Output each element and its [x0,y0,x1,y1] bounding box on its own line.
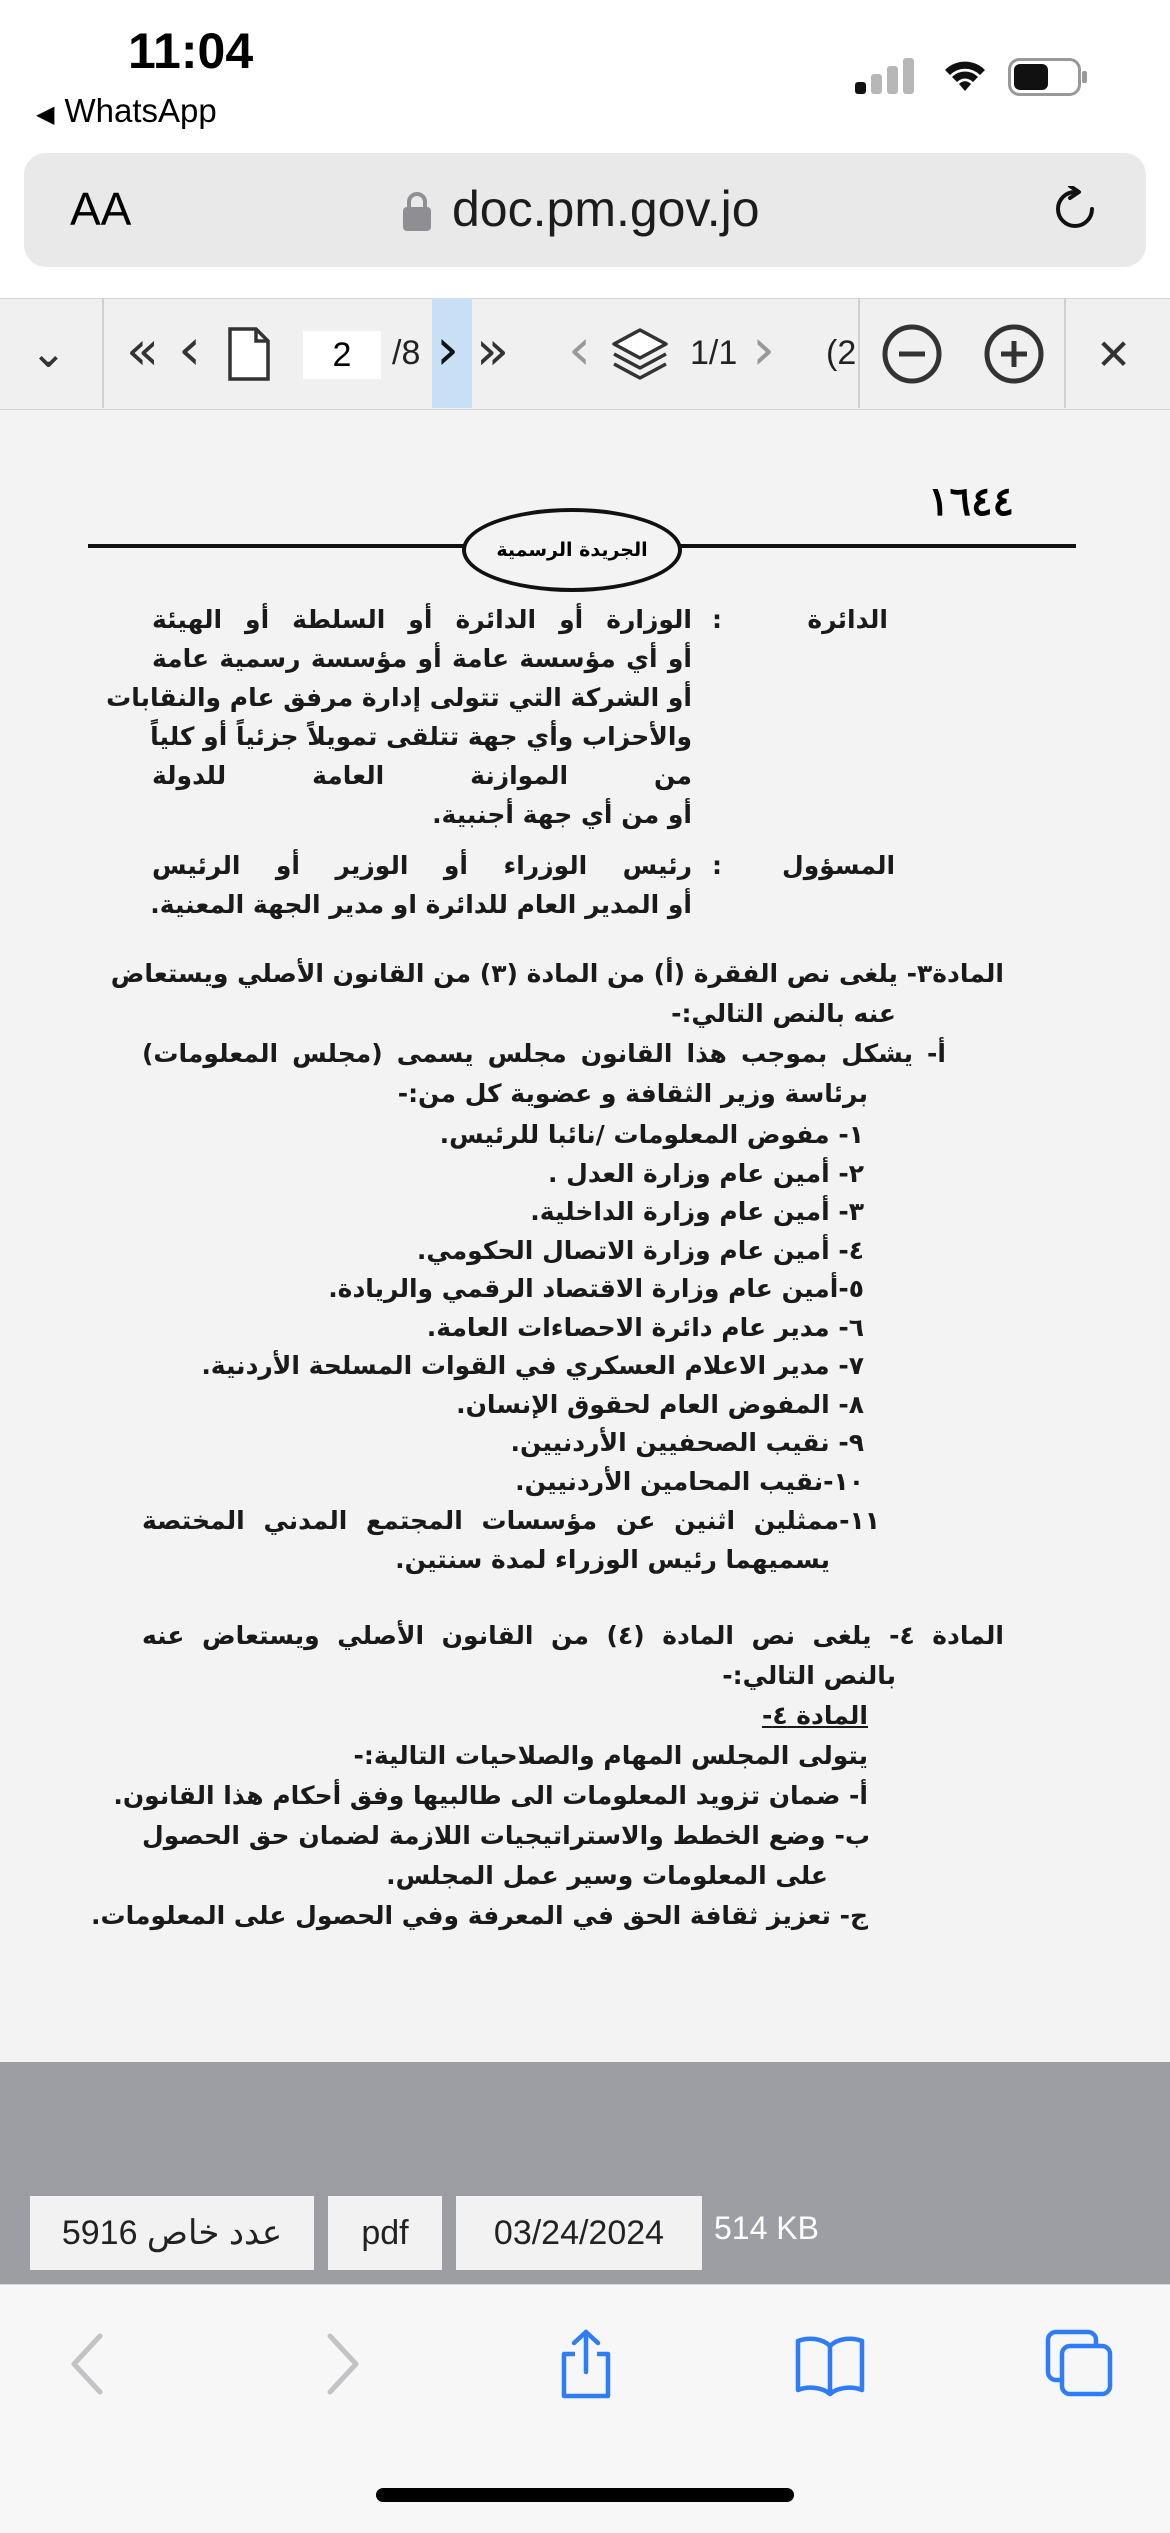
list-item: ٨- المفوض العام لحقوق الإنسان. [456,1389,864,1419]
last-page-button[interactable]: » [476,319,510,382]
article-3-para-a-cont: برئاسة وزير الثقافة و عضوية كل من:- [397,1079,868,1108]
definition-line: أو المدير العام للدائرة او مدير الجهة المعنية. [150,890,692,919]
document-page-number: ١٦٤٤ [928,478,1014,525]
list-item: أ- ضمان تزويد المعلومات الى طالبيها وفق أحكام هذا القانون. [113,1781,868,1810]
toolbar-collapse-icon[interactable]: ⌄ [30,327,67,378]
zoom-level-label: (2 [826,334,857,372]
definition-line: رئيس الوزراء أو الوزير أو الرئيس [152,851,692,880]
back-to-app-link[interactable] [36,92,217,130]
wifi-icon [942,56,988,96]
definition-text [152,846,692,924]
header-rule [88,544,466,548]
list-item: يسميهما رئيس الوزراء لمدة سنتين. [395,1545,830,1574]
article-3-heading: المادة٣- يلغى نص الفقرة (أ) من المادة (٣) من القانون الأصلي ويستعاض [110,959,1004,988]
prev-page-button[interactable]: ‹ [178,315,202,383]
council-members-list [201,1116,864,1501]
url-text[interactable]: doc.pm.gov.jo [452,181,760,237]
toolbar-divider [102,298,104,408]
file-format-chip: pdf [328,2196,442,2270]
definition-line: الوزارة أو الدائرة أو السلطة أو الهيئة [152,605,692,634]
first-page-button[interactable]: « [126,319,160,382]
zoom-in-icon[interactable] [982,322,1046,386]
share-icon[interactable] [550,2328,622,2400]
layer-prev-button[interactable]: ‹ [568,315,592,383]
status-time: 11:04 [128,23,254,79]
list-item: ج- تعزيز ثقافة الحق في المعرفة وفي الحصول على المعلومات. [90,1901,868,1930]
back-icon[interactable] [54,2328,126,2400]
bookmarks-icon[interactable] [794,2328,866,2400]
back-app-label: WhatsApp [64,92,217,129]
page-total-label: /8 [392,334,421,372]
definition-line: والأحزاب وأي جهة تتلقى تمويلاً جزئياً أو كلياً [150,722,692,751]
list-item: على المعلومات وسير عمل المجلس. [386,1861,828,1890]
list-item: ٦- مدير عام دائرة الاحصاءات العامة. [426,1312,864,1342]
definition-line: من الموازنة العامة للدولة [152,761,692,790]
list-item: ١٠-نقيب المحامين الأردنيين. [515,1466,864,1496]
article-4-intro: يتولى المجلس المهام والصلاحيات التالية:- [353,1741,868,1770]
gazette-name-oval: الجريدة الرسمية [462,508,682,592]
definition-colon: : [712,851,722,880]
zoom-out-icon[interactable] [880,322,944,386]
list-item: ١١-ممثلين اثنين عن مؤسسات المجتمع المدني المختصة [142,1506,880,1535]
cellular-signal-icon [855,58,915,94]
definition-line: أو الشركة التي تتولى إدارة مرفق عام والنقابات [106,683,692,712]
definition-colon: : [712,605,722,634]
definition-term: الدائرة [807,605,888,634]
article-3-heading-cont: عنه بالنص التالي:- [671,999,896,1028]
home-indicator[interactable] [376,2488,794,2502]
header-rule [664,544,1076,548]
definition-term: المسؤول [782,851,896,880]
lock-icon [402,190,432,232]
page-number-input[interactable] [303,331,381,379]
file-size-label: 514 KB [714,2210,819,2246]
issue-number-chip: عدد خاص 5916 [30,2196,314,2270]
toolbar-divider [858,298,860,408]
list-item: ب- وضع الخطط والاستراتيجيات اللازمة لضمان حق الحصول [142,1821,870,1850]
layer-next-button[interactable]: › [752,315,776,383]
text-size-button[interactable]: AA [70,183,132,235]
close-pdf-button[interactable]: ✕ [1096,330,1132,379]
tabs-icon[interactable] [1044,2328,1116,2400]
list-item: ٥-أمين عام وزارة الاقتصاد الرقمي والريادة. [328,1274,864,1303]
layer-count-label: 1/1 [690,334,738,372]
definition-line: أو أي مؤسسة عامة أو مؤسسة رسمية عامة [152,644,692,673]
reload-icon[interactable] [1052,186,1098,232]
toolbar-divider [1064,298,1066,408]
document-page-icon [226,326,272,382]
publish-date-chip: 03/24/2024 [456,2196,702,2270]
list-item: ٩- نقيب الصحفيين الأردنيين. [510,1428,864,1457]
list-item: ١- مفوض المعلومات /نائبا للرئيس. [439,1120,864,1149]
battery-icon [1008,58,1090,96]
article-4-subtitle: المادة ٤- [761,1701,868,1730]
list-item: ٢- أمين عام وزارة العدل . [547,1158,864,1188]
list-item: ٤- أمين عام وزارة الاتصال الحكومي. [416,1235,864,1265]
article-4-heading: المادة ٤- يلغى نص المادة (٤) من القانون الأصلي ويستعاض عنه [142,1621,1004,1650]
list-item: ٧- مدير الاعلام العسكري في القوات المسلحة الأردنية. [201,1351,864,1380]
next-page-button[interactable]: › [436,315,460,383]
list-item: ٣- أمين عام وزارة الداخلية. [530,1197,864,1226]
definition-text [106,600,692,834]
article-4-heading-cont: بالنص التالي:- [722,1661,896,1690]
article-3-para-a: أ- يشكل بموجب هذا القانون مجلس يسمى (مجلس المعلومات) [142,1039,946,1068]
forward-icon[interactable] [304,2328,376,2400]
definition-line: أو من أي جهة أجنبية. [432,800,692,829]
back-triangle-icon: ◀ [36,101,55,128]
layers-icon[interactable] [610,324,670,384]
